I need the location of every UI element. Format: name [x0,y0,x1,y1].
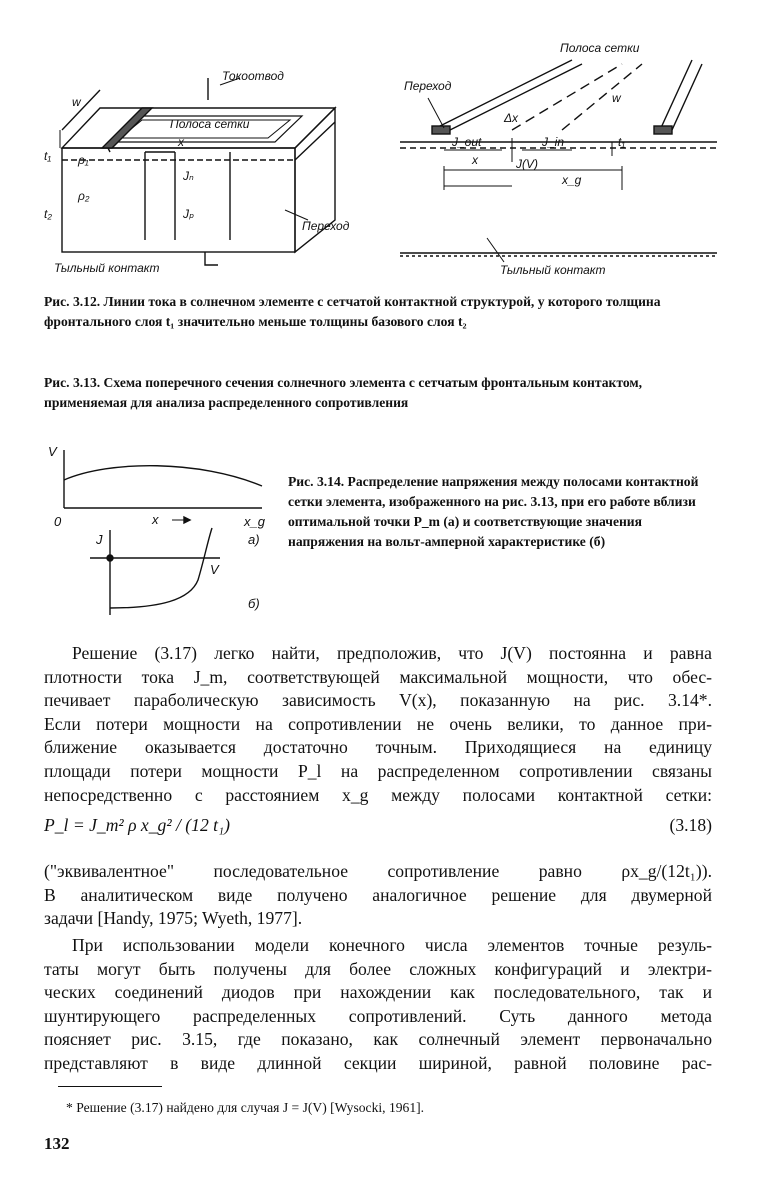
equation-formula: P_l = J_m² ρ x_g² / (12 t₁) [44,815,231,835]
caption-3-12: Рис. 3.12. Линии тока в солнечном элементе с сетчатой контактной структурой, у которого толщина фронтального слоя t₁ значительно меньше толщины базового слоя t₂ [44,294,661,329]
paragraph-3: При использовании модели конечного числа элементов точные резуль- таты могут быть получены для более сложных конфигураций и электри- ческих соединений диодов при нахождении как последовательного, так и шунтирующего распределенных сопротивлений. Суть данного метода поясняет рис. 3.15, где показано, как солнечный элемент первоначально представляют в виде длинной секции шириной, равной половине рас- [44,935,712,1073]
footnote: * Решение (3.17) найдено для случая J = J(V) [Wysocki, 1961]. [66,1100,425,1115]
paragraph-2: ("эквивалентное" последовательное сопротивление равно ρx_g/(12t₁)). В аналитическом виде получено аналогичное решение для двумерной задачи [Handy, 1975; Wyeth, 1977]. [44,861,712,929]
operating-point [107,555,113,561]
label-xg: x_g [562,173,582,187]
label-perehod: Переход [302,219,350,233]
label-x-axis: x [152,512,159,527]
label-polosa: Полоса сетки [170,117,250,131]
page-number: 132 [44,1134,70,1153]
paragraph-1: Решение (3.17) легко найти, предположив, что J(V) постоянна и равна плотности тока J_m, соответствующей максимальной мощности, что обес- печивает параболическую зависимость V(x), показанную на рис. 3.14*. Если потери мощности на сопротивлении не очень велики, то данное при- ближение оказывается достаточно точным. Приходящиеся на единицу площади потери мощности P_l на распределенном сопротивлении связаны непосредственно с расстоянием x_g между полосами контактной сетки: [44,643,712,805]
label-jp: Jₚ [183,207,195,221]
label-tylny: Тыльный контакт [54,261,160,275]
label-jn: Jₙ [183,169,194,183]
label-x-13: x [472,153,478,167]
label-a: а) [248,532,260,547]
label-v2-axis: V [210,562,219,577]
caption-3-13: Рис. 3.13. Схема поперечного сечения солнечного элемента с сетчатым фронтальным контактом, применяемая для анализа распределенного сопротивления [44,375,643,410]
caption-3-14: Рис. 3.14. Распределение напряжения между полосами контактной сетки элемента, изображенного на рис. 3.13, при его работе вблизи оптимальной точки P_m (а) и соответствующие значения напряжения на вольт-амперной характеристике (б) [288,474,699,549]
label-jout: J_out [452,135,482,149]
label-dx: Δx [504,111,519,125]
label-tylny-13: Тыльный контакт [500,263,606,277]
label-j-axis: J [96,532,103,547]
label-v-axis: V [48,444,57,459]
footnote-rule [58,1086,162,1087]
label-w-13: w [612,91,621,105]
label-rho1: ρ₁ [78,153,89,167]
equation-number: (3.18) [669,815,712,835]
label-polosa-13: Полоса сетки [560,41,640,55]
label-t1-13: t₁ [618,135,626,149]
label-tokootvod: Токоотвод [222,69,284,83]
label-rho2: ρ₂ [78,189,90,203]
label-w: w [72,95,81,109]
figure-3-12 [40,60,360,280]
figure-3-13 [392,38,722,282]
equation-3-18 [44,814,712,838]
label-perehod-13: Переход [404,79,452,93]
label-zero: 0 [54,514,62,529]
label-jv: J(V) [516,157,538,171]
label-xg-axis: x_g [244,514,265,529]
figure-3-14 [40,440,280,620]
front-face [62,148,295,252]
label-b: б) [248,596,260,611]
label-t1: t₁ [44,149,52,163]
iv-curve [110,528,212,608]
label-jin: J_in [542,135,565,149]
voltage-curve [64,466,262,486]
label-t2: t₂ [44,207,52,221]
label-x: x [178,135,184,149]
